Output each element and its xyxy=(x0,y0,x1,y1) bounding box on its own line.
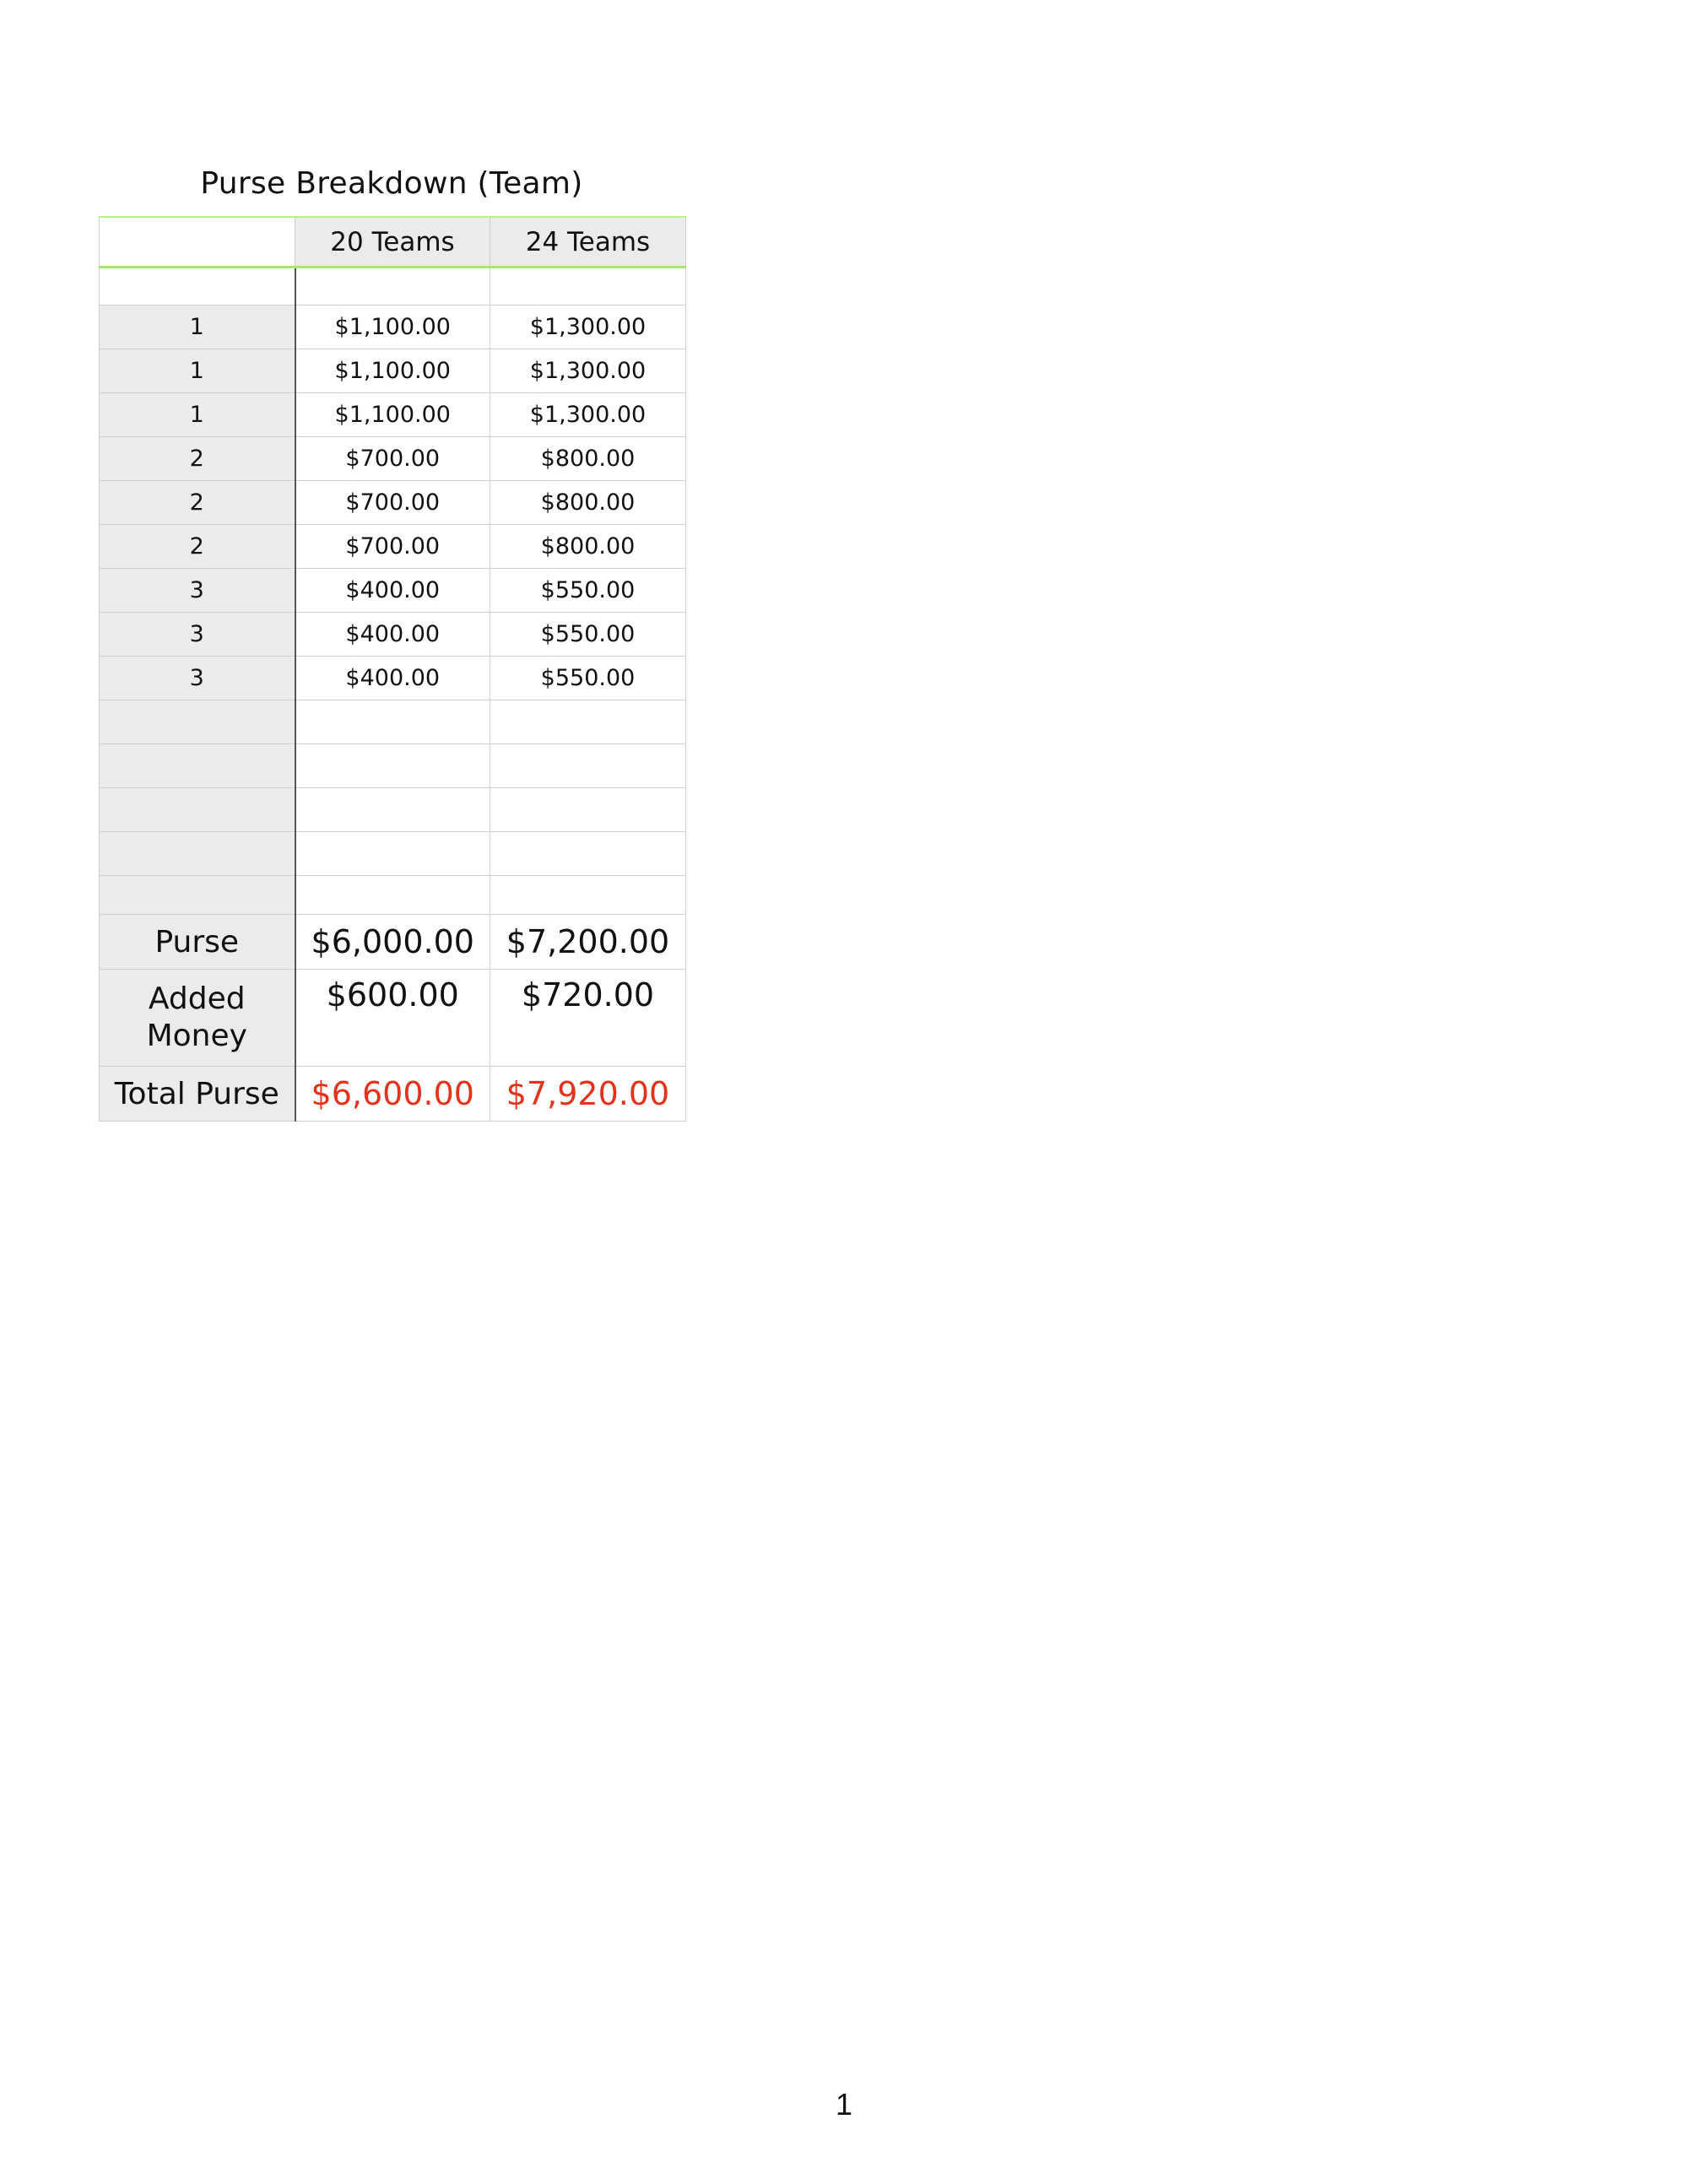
empty-cell xyxy=(100,268,295,305)
table-row xyxy=(100,393,686,437)
empty-row xyxy=(100,700,686,744)
payout-24-teams-cell: $800.00 xyxy=(490,525,686,569)
purse-row xyxy=(100,915,686,970)
place-cell: 2 xyxy=(100,525,295,569)
table-row xyxy=(100,437,686,481)
header-24-teams: 24 Teams xyxy=(490,217,686,268)
empty-cell xyxy=(490,832,686,876)
empty-cell xyxy=(100,744,295,788)
total-purse-label: Total Purse xyxy=(100,1067,295,1122)
payout-20-teams-cell: $400.00 xyxy=(295,657,490,700)
payout-24-teams-cell: $550.00 xyxy=(490,613,686,657)
added-money-label: Added Money xyxy=(100,970,295,1067)
header-20-teams: 20 Teams xyxy=(295,217,490,268)
header-corner-cell xyxy=(100,217,295,268)
table-header-row xyxy=(100,217,686,268)
place-cell: 3 xyxy=(100,569,295,613)
added-money-20-teams-value: $600.00 xyxy=(295,970,490,1067)
place-cell: 1 xyxy=(100,393,295,437)
payout-20-teams-cell: $700.00 xyxy=(295,481,490,525)
empty-cell xyxy=(295,876,490,915)
purse-label: Purse xyxy=(100,915,295,970)
payout-24-teams-cell: $550.00 xyxy=(490,569,686,613)
empty-row xyxy=(100,744,686,788)
empty-row xyxy=(100,876,686,915)
table-row xyxy=(100,305,686,349)
payout-24-teams-cell: $1,300.00 xyxy=(490,393,686,437)
payout-20-teams-cell: $1,100.00 xyxy=(295,305,490,349)
empty-cell xyxy=(295,788,490,832)
empty-cell xyxy=(100,832,295,876)
added-money-24-teams-value: $720.00 xyxy=(490,970,686,1067)
place-cell: 2 xyxy=(100,481,295,525)
table-row xyxy=(100,613,686,657)
total-purse-20-teams-value: $6,600.00 xyxy=(295,1067,490,1122)
total-purse-row xyxy=(100,1067,686,1122)
payout-24-teams-cell: $550.00 xyxy=(490,657,686,700)
empty-row xyxy=(100,788,686,832)
page-number: 1 xyxy=(835,2087,853,2122)
place-cell: 1 xyxy=(100,349,295,393)
empty-row xyxy=(100,832,686,876)
place-cell: 2 xyxy=(100,437,295,481)
payout-24-teams-cell: $800.00 xyxy=(490,481,686,525)
purse-20-teams-value: $6,000.00 xyxy=(295,915,490,970)
empty-cell xyxy=(295,268,490,305)
total-purse-24-teams-value: $7,920.00 xyxy=(490,1067,686,1122)
empty-cell xyxy=(100,876,295,915)
empty-cell xyxy=(490,744,686,788)
payout-24-teams-cell: $1,300.00 xyxy=(490,349,686,393)
empty-cell xyxy=(490,876,686,915)
purse-24-teams-value: $7,200.00 xyxy=(490,915,686,970)
added-money-row xyxy=(100,970,686,1067)
payout-20-teams-cell: $700.00 xyxy=(295,525,490,569)
empty-cell xyxy=(100,700,295,744)
place-cell: 1 xyxy=(100,305,295,349)
table-row xyxy=(100,481,686,525)
table-row xyxy=(100,657,686,700)
empty-cell xyxy=(295,832,490,876)
payout-20-teams-cell: $700.00 xyxy=(295,437,490,481)
empty-cell xyxy=(100,788,295,832)
payout-20-teams-cell: $400.00 xyxy=(295,569,490,613)
purse-breakdown-table xyxy=(99,216,686,1122)
place-cell: 3 xyxy=(100,613,295,657)
spacer-row xyxy=(100,268,686,305)
payout-24-teams-cell: $800.00 xyxy=(490,437,686,481)
page-title: Purse Breakdown (Team) xyxy=(200,166,583,201)
empty-cell xyxy=(490,268,686,305)
place-cell: 3 xyxy=(100,657,295,700)
payout-24-teams-cell: $1,300.00 xyxy=(490,305,686,349)
table-row xyxy=(100,525,686,569)
empty-cell xyxy=(295,744,490,788)
payout-20-teams-cell: $1,100.00 xyxy=(295,393,490,437)
payout-20-teams-cell: $1,100.00 xyxy=(295,349,490,393)
empty-cell xyxy=(295,700,490,744)
empty-cell xyxy=(490,700,686,744)
empty-cell xyxy=(490,788,686,832)
payout-20-teams-cell: $400.00 xyxy=(295,613,490,657)
table-row xyxy=(100,569,686,613)
table-row xyxy=(100,349,686,393)
